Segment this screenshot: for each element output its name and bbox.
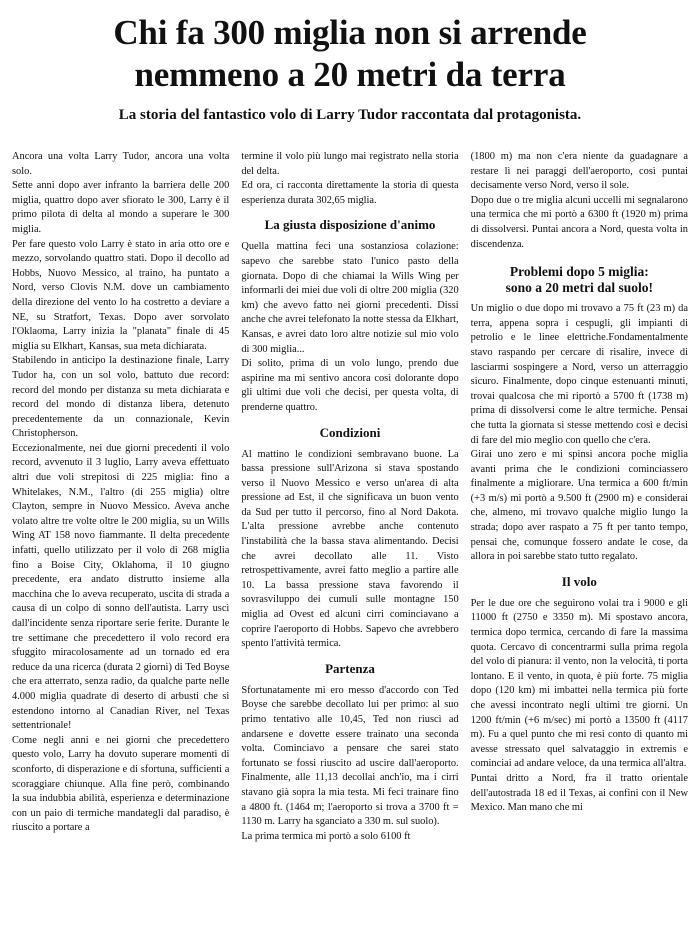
column-1 [12, 150, 229, 945]
paragraph: Al mattino le condizioni sembravano buone. La bassa pressione sull'Arizona si stava spostando verso il Nuovo Messico e verso un'area di alta pressione ad Est, il che significava un buon vento da Sud per tutto il percorso, fino al Nord Dakota. L'alta pressione avrebbe anche contenuto l'instabilità che la bassa stava alimentando. Decisi che avrei decollato alle 11. Visto retrospettivamente, avrei fatto meglio a partire alle 10. La bassa pressione stava favorendo il sovrasviluppo dei cumuli sulle montagne 150 miglia ad Ovest ed alcuni cirri cominciavano a coprire l'aeroporto di Hobbs. Sapevo che avrebbero spento l'attività termica. [241, 448, 459, 650]
paragraph: Ed ora, ci racconta direttamente la storia di questa esperienza durata 302,65 miglia. [241, 180, 459, 206]
article-columns [12, 150, 688, 945]
subtitle: La storia del fantastico volo di Larry Tudor raccontata dal protagonista. [118, 107, 582, 123]
paragraph: Come negli anni e nei giorni che precedettero questo volo, Larry ha dovuto superare momenti di sconforto, di disperazione e di sfortuna, sufficienti a scoraggiare chiunque. Alla fine però, combinando la sua indubbia abilità, esperienza e determinazione con un paio di termiche mandategli dal paradiso, è riuscito a portare a [12, 734, 230, 834]
paragraph: Dopo due o tre miglia alcuni uccelli mi segnalarono una termica che mi portò a 6300 ft (1920 m) prima di dissolversi. Puntai ancora a Nord, questa volta in discendenza. [470, 194, 688, 250]
paragraph: Puntai dritto a Nord, fra il tratto orientale dell'autostrada 18 ed il Texas, ai confini con il New Mexico. Man mano che mi [470, 772, 688, 814]
paragraph: Sfortunatamente mi ero messo d'accordo con Ted Boyse che sarebbe decollato lui per primo: al suo primo tentativo alle 10,45, Ted non riuscì ad andarsene e dovette essere trainato una seconda volta. Cominciavo a pensare che sarei stato fortunato se fossi riuscito ad uscire dall'aeroporto. Finalmente, alle 11,13 decollai anch'io, ma i cirri stavano già sopra la mia testa. Mi feci trainare fino a 4800 ft. (1464 m; l'aeroporto si trova a 3700 ft = 1130 m. Larry ha sganciato a 330 m. sul suolo). [241, 684, 459, 828]
section-heading-partenza: Partenza [325, 660, 375, 676]
paragraph: Quella mattina feci una sostanziosa colazione: sapevo che sarebbe stato l'unico pasto della giornata. Dopo di che chiamai la Wills Wing per informarli dei miei due voli di oltre 200 miglia (320 km) che avevo fatto nei giorni precedenti. Dissi anche che avrei telefonato la notte stessa da Elkhart, Kansas, e avrei dato loro altre notizie sul mio volo di 300 miglia... [241, 241, 459, 355]
paragraph: Per le due ore che seguirono volai tra i 9000 e gli 11000 ft (2750 e 3350 m). Mi spostavo ancora, termica dopo termica, cercando di fare la massima quota. Cercavo di concentrarmi sulla prima regola del volo di pianura: il vento, non la velocità, ti porta lontano. E il vento, in quota, è più forte. 75 miglia dopo (120 km) mi imbattei nella termica più forte che avessi incontrato negli ultimi tre giorni. Un 1200 ft/min (+6 m/sec) mi portò a 13500 ft (4117 m). Fu a quel punto che mi resi conto di quanto mi avesse stressato quel salvataggio in extremis e cominciai ad andare veloce, da una termica all'altra. [470, 597, 688, 770]
headline [0, 0, 700, 96]
paragraph: Sette anni dopo aver infranto la barriera delle 200 miglia, quattro dopo aver sfiorato le 300, Larry è il primo pilota di delta al mondo a superare le 300 miglia. [12, 180, 230, 235]
paragraph: (1800 m) ma non c'era niente da guadagnare a restare lì nei paraggi dell'aeroporto, così puntai decisamente verso Nord, verso il sole. [470, 151, 688, 192]
column-2 [241, 150, 458, 945]
heading-line-2: sono a 20 metri dal suolo! [505, 280, 654, 296]
paragraph: Girai uno zero e mi spinsi ancora poche miglia avanti prima che le condizioni cominciassero finalmente a migliorare. Una termica a 600 ft/min (+3 m/s) mi portò a 9.500 ft (2900 m) e considerai che, almeno, mi trovavo qualche miglio lungo la strada; dopo aver raspato a 75 ft per tanto tempo, pensai che, comunque fossero andate le cose, da allora in poi sarebbe stato tutto regalato. [470, 449, 688, 563]
section-heading-problemi [471, 264, 688, 296]
paragraph: Un miglio o due dopo mi trovavo a 75 ft (23 m) da terra, appena sopra i cespugli, gli impianti di petrolio e le linee elettriche.Fondamentalmente stavo raspando per cercare di risalire, invece di lasciarmi sospingere a Nord, verso un atterraggio sicuro. Finalmente, dopo cinque estenuanti minuti, trovai qualcosa che mi riportò a 5700 ft (1738 m) prima di dissolversi come le altre termiche. Pensai che tutta la giornata si stesse mettendo così e decisi di fare del mio meglio con quello che c'era. [470, 303, 688, 446]
paragraph: Stabilendo in anticipo la destinazione finale, Larry Tudor ha, con un sol volo, battuto due record: record del mondo per distanza su meta dichiarata e record del mondo di distanza libera, detenuto precedentemente da un connazionale, Kevin Christopherson. [12, 355, 230, 440]
section-heading-condizioni: Condizioni [319, 424, 381, 440]
paragraph: Di solito, prima di un volo lungo, prendo due aspirine ma mi sentivo ancora così dolorante dopo gli ultimi due voli che decisi, per questa volta, di prenderne quattro. [241, 358, 459, 413]
heading-line-1: Problemi dopo 5 miglia: [509, 264, 649, 280]
paragraph: La prima termica mi portò a solo 6100 ft [241, 830, 411, 842]
section-heading-disposizione: La giusta disposizione d'animo [264, 217, 436, 233]
section-heading-volo: Il volo [561, 573, 597, 589]
headline-line-1: Chi fa 300 miglia non si arrende [113, 13, 587, 52]
headline-line-2: nemmeno a 20 metri da terra [134, 55, 566, 94]
paragraph: termine il volo più lungo mai registrato nella storia del delta. [241, 151, 459, 177]
column-3 [471, 150, 688, 945]
paragraph: Per fare questo volo Larry è stato in aria otto ore e mezzo, sorvolando quattro stati. Dopo il decollo ad Hobbs, Nuovo Messico, al traino, ha puntato a Nord, verso Clovis N.M. dove un cambiamento della direzione del vento lo ha costretto a deviare a NE, su Stratfort, Texas. Dopo aver sorvolato l'Oklaoma, Larry inizia la "planata" finale di 45 miglia su Elkhart, Kansas, sua meta dichiarata. [12, 238, 230, 352]
paragraph: Eccezionalmente, nei due giorni precedenti il volo record, avvenuto il 3 luglio, Larry aveva effettuato altri due voli strepitosi di 225 miglia: fino a Whitelakes, N.M., l'altro (di 255 miglia) oltre Clayton, sempre in Nuovo Messico. Aveva anche volato altre tre volte oltre le 200 miglia, su un Wills Wing AT 158 novo fiammante. Il delta precedente infatti, quello utilizzato per il volo di 268 miglia fino a Boise City, Oklahoma, il 10 giugno precedente, era andato distrutto insieme alla macchina che lo aveva recuperato, uscita di strada a causa di un colpo di sonno dell'autista. Larry uscì dall'incidente senza riportare serie ferite. Durante le tre settimane che precedettero il volo record era sfuggito miracolosamente ad un tornado ed era reduce da una ricerca (durata 2 giorni) di Ted Boyse che era atterrato, senza radio, da qualche parte nelle 4.000 miglia quadrate di deserto di arbusti che si estendono intorno al Canadian River, nel Texas settentrionale! [12, 442, 230, 732]
paragraph: Ancora una volta Larry Tudor, ancora una volta solo. [12, 151, 230, 177]
